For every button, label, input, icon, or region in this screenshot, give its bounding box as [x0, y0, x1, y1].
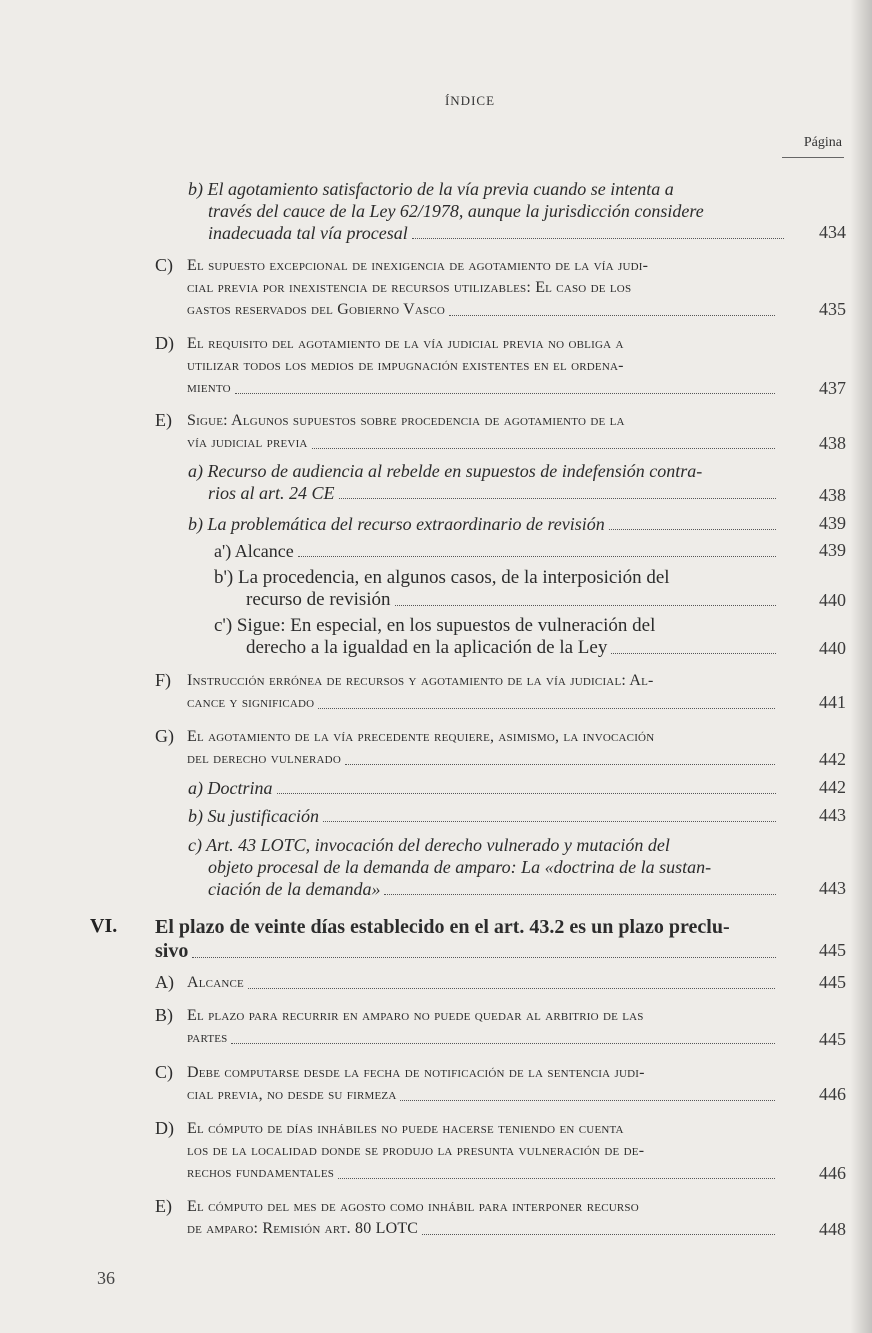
toc-letter: E) — [155, 1196, 172, 1216]
toc-entry-line: El plazo para recurrir en amparo no puede quedar al arbitrio de las — [187, 1007, 644, 1024]
leader-dots — [298, 555, 776, 557]
toc-entry-line: El cómputo del mes de agosto como inhábil para interponer recurso — [187, 1198, 639, 1215]
toc-entry — [187, 1196, 779, 1240]
toc-entry-line: cance y significado — [187, 694, 315, 711]
toc-page-number: 442 — [819, 749, 846, 769]
leader-dots — [339, 497, 776, 499]
toc-letter: C) — [155, 255, 173, 275]
toc-entry-line: ciación de la demanda» — [208, 879, 381, 899]
toc-entry — [187, 1062, 779, 1106]
toc-letter: E) — [155, 410, 172, 430]
toc-page-number: 438 — [819, 485, 846, 505]
toc-entry-line: Sigue: Algunos supuestos sobre procedencia de agotamiento de la — [187, 412, 625, 429]
leader-dots — [345, 763, 775, 765]
leader-dots — [277, 792, 777, 794]
toc-entry — [187, 1118, 779, 1184]
leader-dots — [400, 1099, 775, 1101]
leader-dots — [312, 447, 775, 449]
toc-entry — [188, 834, 780, 900]
toc-page-number: 445 — [819, 940, 846, 960]
toc-letter: A) — [155, 972, 174, 992]
toc-entry — [187, 670, 779, 714]
toc-letter: G) — [155, 726, 174, 746]
toc-entry-line: objeto procesal de la demanda de amparo: La «doctrina de la sustan- — [208, 857, 712, 877]
toc-entry — [187, 726, 779, 770]
toc-entry — [188, 777, 780, 799]
leader-dots — [609, 528, 776, 530]
folio-page-number: 36 — [97, 1268, 115, 1288]
toc-entry — [188, 178, 788, 244]
toc-page-number: 441 — [819, 692, 846, 712]
page-column-label: Página — [803, 135, 842, 150]
toc-letter: D) — [155, 1118, 174, 1138]
toc-entry-line: recurso de revisión — [246, 589, 391, 610]
toc-entry-line: vía judicial previa — [187, 434, 308, 451]
toc-entry-line: los de la localidad donde se produjo la presunta vulneración de de- — [187, 1142, 645, 1159]
toc-page-number: 439 — [819, 513, 846, 533]
toc-entry-line: Debe computarse desde la fecha de notificación de la sentencia judi- — [187, 1064, 645, 1081]
toc-entry-line: derecho a la igualdad en la aplicación de la Ley — [246, 637, 608, 658]
toc-entry-line: El plazo de veinte días establecido en el art. 43.2 es un plazo preclu- — [155, 916, 730, 938]
toc-entry — [187, 972, 779, 994]
leader-dots — [231, 1042, 775, 1044]
leader-dots — [449, 314, 775, 316]
toc-page-number: 439 — [819, 540, 846, 560]
toc-entry-line: rechos fundamentales — [187, 1164, 335, 1181]
toc-entry — [188, 513, 780, 535]
leader-dots — [323, 820, 776, 822]
toc-entry-line: b) La problemática del recurso extraordinario de revisión — [188, 514, 605, 534]
toc-entry — [188, 805, 780, 827]
toc-entry — [187, 255, 779, 321]
leader-dots — [395, 604, 776, 606]
toc-entry — [187, 1005, 779, 1049]
toc-page-number: 446 — [819, 1163, 846, 1183]
toc-entry-line: del derecho vulnerado — [187, 750, 341, 767]
leader-dots — [338, 1177, 775, 1179]
toc-page-number: 443 — [819, 805, 846, 825]
toc-page-number: 434 — [819, 222, 846, 242]
toc-page-number: 445 — [819, 1029, 846, 1049]
toc-entry-line: El requisito del agotamiento de la vía judicial previa no obliga a — [187, 335, 624, 352]
leader-dots — [235, 392, 775, 394]
toc-page-number: 448 — [819, 1219, 846, 1239]
toc-entry-line: a') Alcance — [214, 541, 294, 561]
toc-entry-line: partes — [187, 1029, 228, 1046]
leader-dots — [192, 956, 776, 958]
toc-page-number: 442 — [819, 777, 846, 797]
toc-entry — [214, 615, 780, 659]
toc-entry — [155, 915, 780, 963]
toc-entry-line: b) Su justificación — [188, 806, 319, 826]
leader-dots — [318, 707, 775, 709]
toc-entry — [188, 460, 780, 504]
toc-entry-line: miento — [187, 379, 231, 396]
toc-entry-line: El cómputo de días inhábiles no puede hacerse teniendo en cuenta — [187, 1120, 624, 1137]
toc-page-number: 437 — [819, 378, 846, 398]
toc-entry-line: cial previa por inexistencia de recursos utilizables: El caso de los — [187, 279, 632, 296]
toc-entry-line: a) Doctrina — [188, 778, 273, 798]
toc-entry — [187, 333, 779, 399]
toc-page-number: 435 — [819, 299, 846, 319]
leader-dots — [611, 652, 776, 654]
toc-entry-line: inadecuada tal vía procesal — [208, 223, 408, 243]
toc-page-number: 438 — [819, 433, 846, 453]
leader-dots — [422, 1233, 775, 1235]
toc-page-number: 440 — [819, 638, 846, 658]
running-header: ÍNDICE — [444, 93, 496, 108]
leader-dots — [248, 987, 775, 989]
toc-entry-line: Alcance — [187, 974, 244, 991]
toc-letter: D) — [155, 333, 174, 353]
toc-letter: F) — [155, 670, 172, 690]
toc-letter: C) — [155, 1062, 173, 1082]
leader-dots — [384, 893, 776, 895]
toc-entry-line: través del cauce de la Ley 62/1978, aunque la jurisdicción considere — [208, 201, 704, 221]
toc-entry-line: utilizar todos los medios de impugnación existentes en el ordena- — [187, 357, 624, 374]
toc-entry-line: El supuesto excepcional de inexigencia de agotamiento de la vía judi- — [187, 257, 649, 274]
toc-entry — [187, 410, 779, 454]
toc-entry-line: c) Art. 43 LOTC, invocación del derecho vulnerado y mutación del — [188, 835, 670, 855]
toc-letter: B) — [155, 1005, 173, 1025]
toc-page-number: 446 — [819, 1084, 846, 1104]
toc-page-number: 445 — [819, 972, 846, 992]
toc-entry-line: cial previa, no desde su firmeza — [187, 1086, 397, 1103]
toc-entry-line: b) El agotamiento satisfactorio de la vía previa cuando se intenta a — [188, 179, 674, 199]
toc-entry-line: c') Sigue: En especial, en los supuestos de vulneración del — [214, 615, 656, 636]
toc-entry-line: sivo — [155, 940, 189, 962]
toc-entry-line: Instrucción errónea de recursos y agotamiento de la vía judicial: Al- — [187, 672, 654, 689]
toc-entry-line: b') La procedencia, en algunos casos, de la interposición del — [214, 567, 670, 588]
toc-entry-line: El agotamiento de la vía precedente requiere, asimismo, la invocación — [187, 728, 655, 745]
toc-entry-line: a) Recurso de audiencia al rebelde en supuestos de indefensión contra- — [188, 461, 703, 481]
toc-entry — [214, 567, 780, 611]
toc-entry-line: de amparo: Remisión art. 80 LOTC — [187, 1220, 419, 1237]
toc-entry-line: rios al art. 24 CE — [208, 483, 335, 503]
toc-page-number: 443 — [819, 878, 846, 898]
toc-entry-line: gastos reservados del Gobierno Vasco — [187, 301, 446, 318]
toc-page-number: 440 — [819, 590, 846, 610]
toc-entry — [214, 540, 780, 562]
leader-dots — [412, 237, 784, 239]
toc-roman-numeral: VI. — [90, 915, 118, 937]
